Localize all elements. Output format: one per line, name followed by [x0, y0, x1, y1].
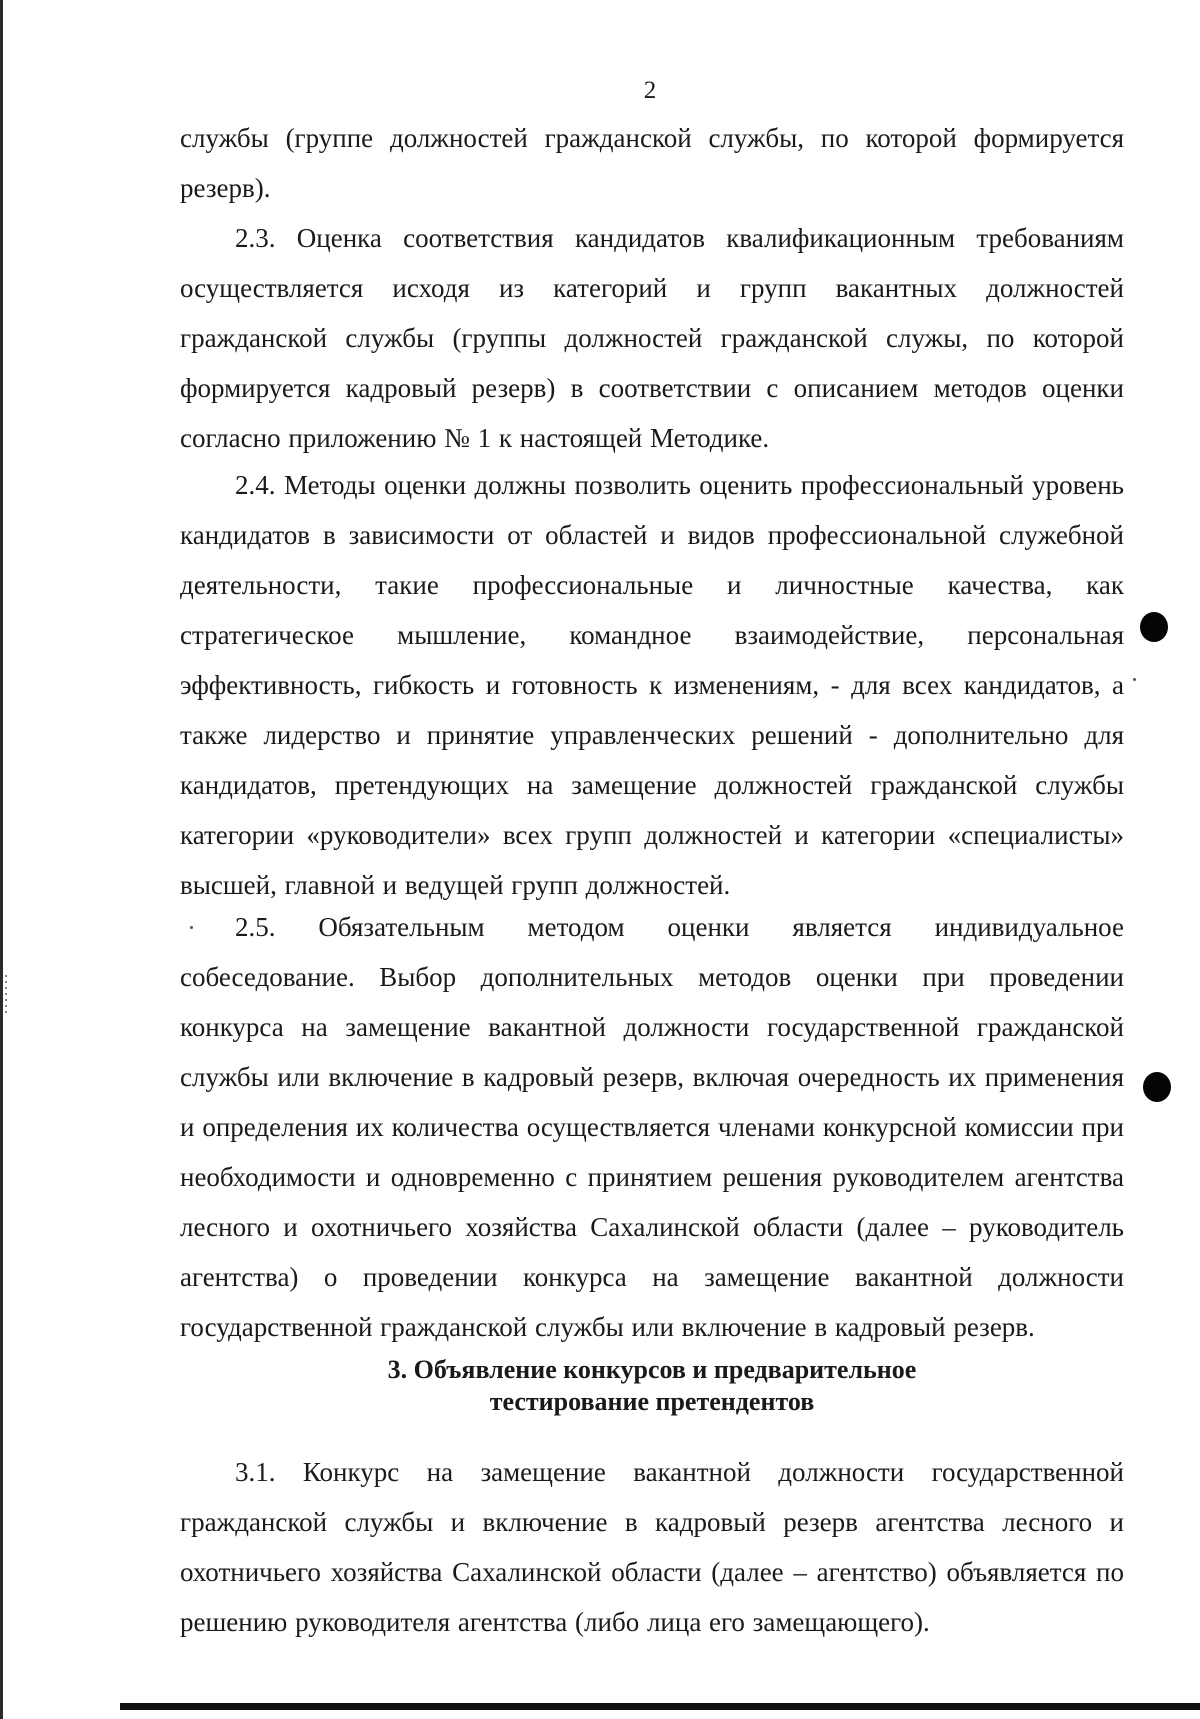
hole-punch-mark	[1140, 612, 1168, 642]
section-3-heading	[180, 1354, 1124, 1418]
paragraph-2-5: 2.5. Обязательным методом оценки является индивидуальное собеседование. Выбор дополнительных методов оценки при проведении конкурса на замещение вакантной должности государственной гражданской службы или включение в кадровый резерв, включая очередность их применения и определения их количества осуществляется членами конкурсной комиссии при необходимости и одновременно с принятием решения руководителем агентства лесного и охотничьего хозяйства Сахалинской области (далее – руководитель агентства) о проведении конкурса на замещение вакантной должности государственной гражданской службы или включение в кадровый резерв.	[180, 912, 1124, 1342]
scan-speck	[190, 926, 193, 929]
paragraph-continuation: службы (группе должностей гражданской службы, по которой формируется резерв).	[180, 123, 1124, 203]
paragraph-3-1: 3.1. Конкурс на замещение вакантной должности государственной гражданской службы и включение в кадровый резерв агентства лесного и охотничьего хозяйства Сахалинской области (далее – агентство) объявляется по решению руководителя агентства (либо лица его замещающего).	[180, 1457, 1124, 1637]
page-number: 2	[643, 77, 657, 104]
scan-speck	[5, 975, 7, 1015]
scan-speck	[1133, 678, 1136, 681]
paragraph-2-3: 2.3. Оценка соответствия кандидатов квалификационным требованиям осуществляется исходя из категорий и групп вакантных должностей гражданской службы (группы должностей гражданской служы, по которой формируется кадровый резерв) в соответствии с описанием методов оценки согласно приложению № 1 к настоящей Методике.	[180, 223, 1124, 453]
scan-left-edge	[0, 0, 3, 1719]
scan-bottom-edge	[120, 1703, 1200, 1710]
hole-punch-mark	[1143, 1072, 1171, 1102]
paragraph-2-4: 2.4. Методы оценки должны позволить оценить профессиональный уровень кандидатов в зависимости от областей и видов профессиональной служебной деятельности, такие профессиональные и личностные качества, как стратегическое мышление, командное взаимодействие, персональная эффективность, гибкость и готовность к изменениям, - для всех кандидатов, а также лидерство и принятие управленческих решений - дополнительно для кандидатов, претендующих на замещение должностей гражданской службы категории «руководители» всех групп должностей и категории «специалисты» высшей, главной и ведущей групп должностей.	[180, 470, 1124, 900]
section-3-heading-line-2: тестирование претендентов	[489, 1387, 815, 1416]
section-3-heading-line-1: 3. Объявление конкурсов и предварительное	[387, 1355, 917, 1384]
